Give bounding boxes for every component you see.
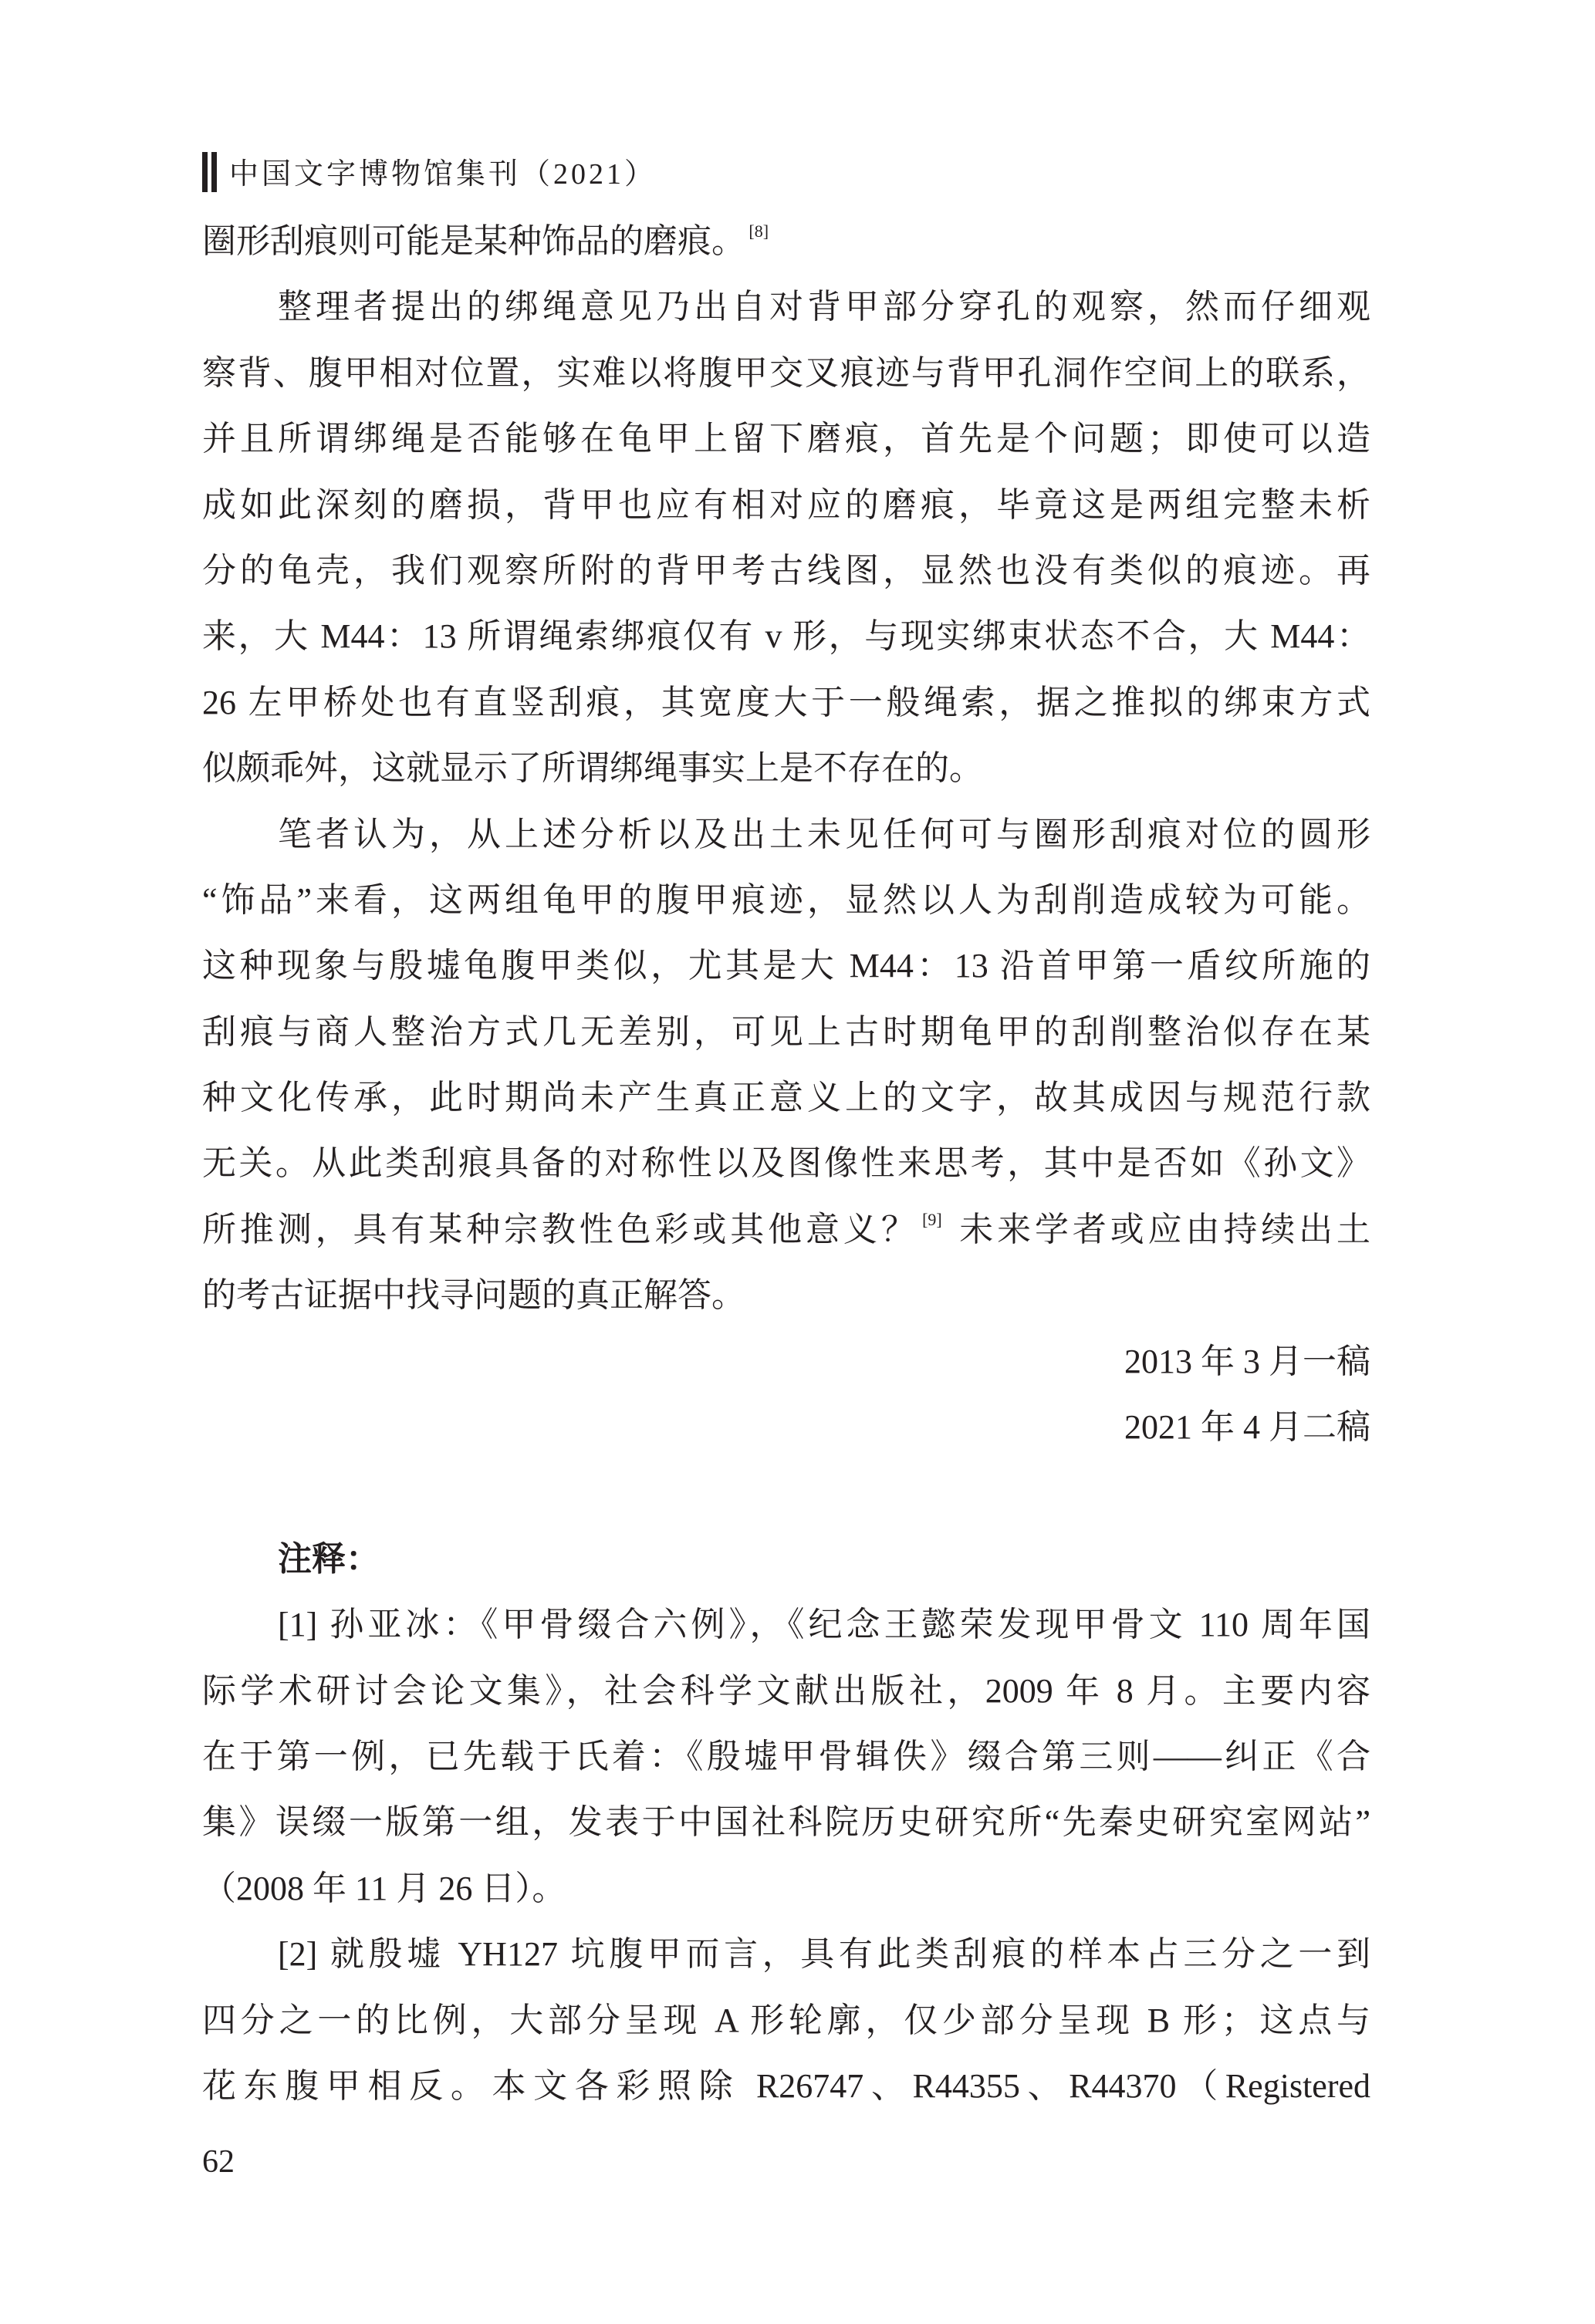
text-line: 的考古证据中找寻问题的真正解答。 (202, 1276, 745, 1315)
text-line: 分的龟壳，我们观察所附的背甲考古线图，显然也没有类似的痕迹。再 (202, 551, 1370, 589)
text-line: 26 左甲桥处也有直竖刮痕，其宽度大于一般绳索，据之推拟的绑束方式 (202, 683, 1370, 721)
footnote-ref: [9] (922, 1210, 942, 1230)
footnote-line: [1] 孙亚冰：《甲骨缀合六例》，《纪念王懿荣发现甲骨文 110 周年国 (278, 1606, 1370, 1644)
notes-section (202, 1526, 1370, 2120)
footnote (202, 1921, 1370, 2119)
text-line: 似颇乖舛，这就显示了所谓绑绳事实上是不存在的。 (202, 749, 983, 788)
journal-title: 中国文字博物馆集刊（2021） (229, 158, 657, 191)
text-line: “饰品”来看，这两组龟甲的腹甲痕迹，显然以人为刮削造成较为可能。 (202, 880, 1370, 919)
footnote-line: 际学术研讨会论文集》，社会科学文献出版社，2009 年 8 月。主要内容 (202, 1671, 1370, 1710)
footnote-line: 集》误缀一版第一组，发表于中国社科院历史研究所“先秦史研究室网站” (202, 1803, 1370, 1842)
blank-line (202, 1460, 1370, 1525)
text-line: 无关。从此类刮痕具备的对称性以及图像性来思考，其中是否如《孙文》 (202, 1144, 1370, 1183)
footnote-line: （2008 年 11 月 26 日）。 (202, 1869, 566, 1907)
draft-date: 2021 年 4 月二稿 (1124, 1408, 1370, 1447)
text-line: 整理者提出的绑绳意见乃出自对背甲部分穿孔的观察，然而仔细观 (278, 288, 1370, 326)
continuation-text: 圈形刮痕则可能是某种饰品的磨痕。 (202, 222, 745, 260)
text-line: 成如此深刻的磨损，背甲也应有相对应的磨痕，毕竟这是两组完整未析 (202, 485, 1370, 524)
text-line: 种文化传承，此时期尚未产生真正意义上的文字，故其成因与规范行款 (202, 1079, 1370, 1117)
text-line: 刮痕与商人整治方式几无差别，可见上古时期龟甲的刮削整治似存在某 (202, 1012, 1370, 1051)
text-line (202, 1197, 1370, 1262)
running-head-bar-icon (202, 152, 208, 192)
draft-date: 2013 年 3 月一稿 (1124, 1342, 1370, 1380)
footnote-line: 在于第一例，已先载于氏着：《殷墟甲骨辑佚》缀合第三则——纠正《合 (202, 1737, 1370, 1775)
continuation-line (202, 208, 1370, 274)
running-head-bar-icon (211, 152, 217, 192)
text-line: 来，大 M44：13 所谓绳索绑痕仅有 v 形，与现实绑束状态不合，大 M44： (202, 617, 1370, 656)
text-segment: 未来学者或应由持续出土 (955, 1210, 1371, 1248)
footnote-line: 四分之一的比例，大部分呈现 A 形轮廓，仅少部分呈现 B 形；这点与 (202, 2001, 1370, 2039)
article-body (202, 208, 1370, 2119)
page-number: 62 (202, 2144, 235, 2180)
footnote (202, 1592, 1370, 1921)
notes-heading: 注释： (278, 1539, 380, 1579)
footnote-line: [2] 就殷墟 YH127 坑腹甲而言，具有此类刮痕的样本占三分之一到 (278, 1935, 1370, 1974)
text-segment: 所推测，具有某种宗教性色彩或其他意义？ (202, 1210, 919, 1248)
paragraph (202, 274, 1370, 801)
text-line: 这种现象与殷墟龟腹甲类似，尤其是大 M44：13 沿首甲第一盾纹所施的 (202, 947, 1370, 985)
footnote-line: 花东腹甲相反。本文各彩照除 R26747、R44355、R44370（Registered (202, 2066, 1370, 2105)
text-line: 察背、腹甲相对位置，实难以将腹甲交叉痕迹与背甲孔洞作空间上的联系， (202, 353, 1370, 392)
paragraph (202, 802, 1370, 1329)
footnote-ref: [8] (749, 221, 769, 242)
text-line: 笔者认为，从上述分析以及出土未见任何可与圈形刮痕对位的圆形 (278, 815, 1370, 853)
text-line: 并且所谓绑绳是否能够在龟甲上留下磨痕，首先是个问题；即使可以造 (202, 420, 1370, 458)
